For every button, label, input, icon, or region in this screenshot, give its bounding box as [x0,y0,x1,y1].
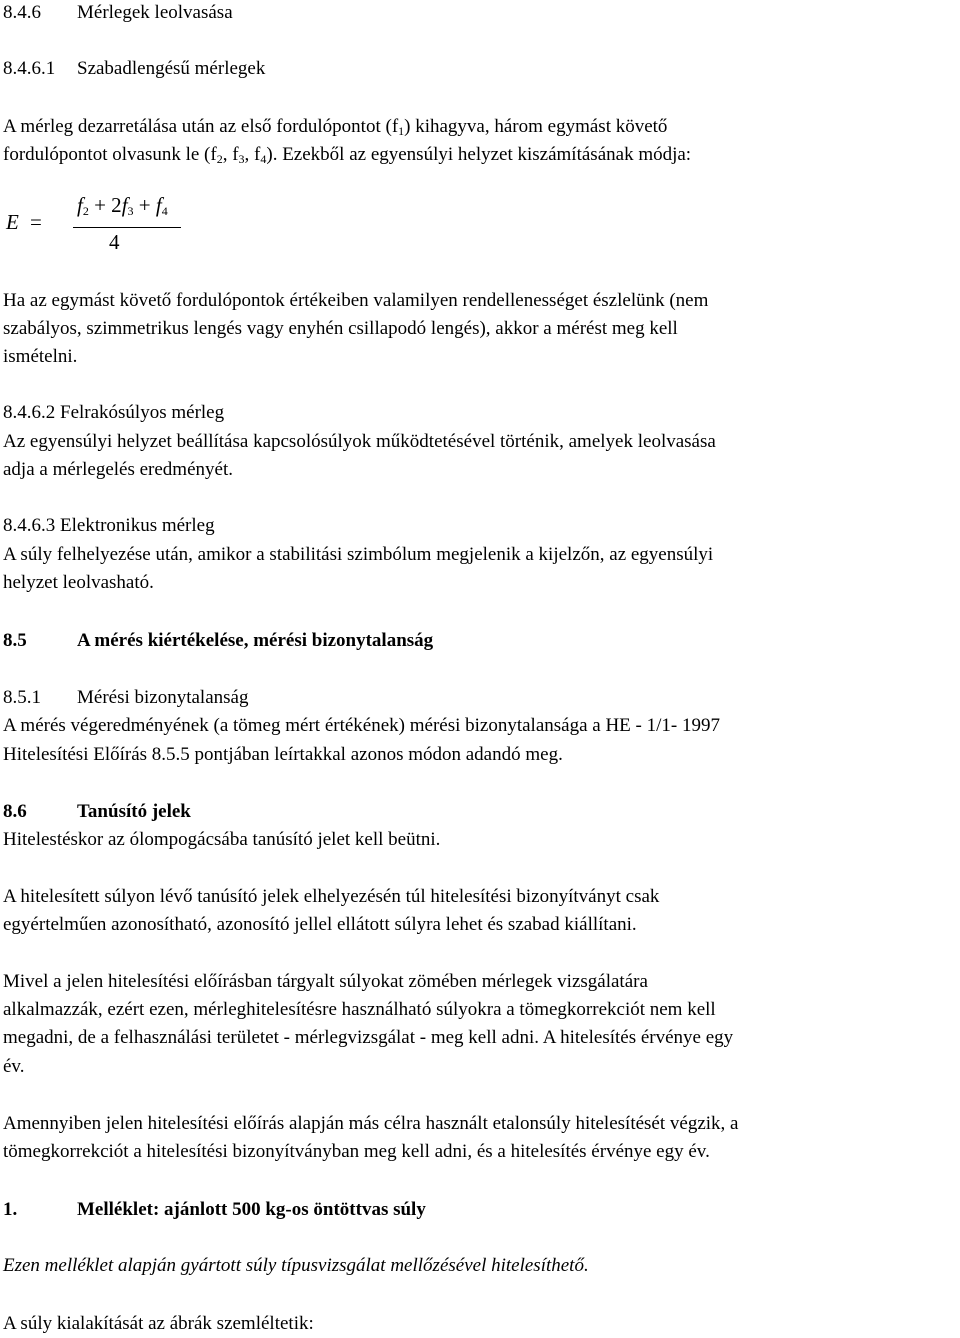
paragraph-line: Amennyiben jelen hitelesítési előírás alapján más célra használt etalonsúly hitelesítését végzik, a [3,1113,739,1134]
paragraph-line: alkalmazzák, ezért ezen, mérleghitelesítésre használható súlyokra a tömegkorrekciót nem kell [3,999,716,1020]
heading-number: 1. [3,1199,18,1220]
paragraph-line: A súly kialakítását az ábrák szemléltetik: [3,1313,314,1334]
heading-title: Szabadlengésű mérlegek [77,58,266,79]
formula-denominator: 4 [109,230,120,254]
heading-number: 8.5 [3,630,27,651]
formula-lhs: E [6,210,19,234]
heading-title: Mérési bizonytalanság [77,687,249,708]
paragraph-line: A súly felhelyezése után, amikor a stabilitási szimbólum megjelenik a kijelzőn, az egyensúlyi [3,544,714,565]
heading-number: 8.4.6.1 [3,58,56,79]
heading-number: 8.4.6.3 [3,515,56,536]
heading-title: A mérés kiértékelése, mérési bizonytalanság [77,630,434,651]
paragraph-line: A mérés végeredményének (a tömeg mért értékének) mérési bizonytalansága a HE - 1/1- 1997 [3,715,720,736]
formula-equals: = [30,210,42,234]
heading-title: Felrakósúlyos mérleg [60,402,225,423]
heading-8-4-6-2 [3,399,224,427]
paragraph-line: Az egyensúlyi helyzet beállítása kapcsolósúlyok működtetésével történik, amelyek leolvasása [3,431,716,452]
heading-title: Mérlegek leolvasása [77,2,233,23]
heading-annex-1 [3,1196,426,1224]
paragraph-line: egyértelműen azonosítható, azonosító jellel ellátott súlyra lehet és szabad kiállítani. [3,914,637,935]
paragraph-line: szabályos, szimmetrikus lengés vagy enyhén csillapodó lengés), akkor a mérést meg kell [3,318,678,339]
fraction-bar [73,227,181,228]
heading-8-4-6-3 [3,512,215,540]
heading-8-5 [3,627,433,655]
paragraph-line: Hitelestéskor az ólompogácsába tanúsító jelet kell beütni. [3,829,441,850]
paragraph-line: megadni, de a felhasználási területet - mérlegvizsgálat - meg kell adni. A hitelesítés érvénye egy [3,1027,734,1048]
paragraph-line: év. [3,1056,25,1077]
paragraph-line: helyzet leolvasható. [3,572,154,593]
heading-number: 8.5.1 [3,687,41,708]
paragraph-line: A mérleg dezarretálása után az első fordulópontot $(f_1)$ kihagyva, három egymást követő [3,116,668,138]
paragraph-line: adja a mérlegelés eredményét. [3,459,233,480]
equilibrium-formula [3,193,203,266]
paragraph-line: tömegkorrekciót a hitelesítési bizonyítványban meg kell adni, és a hitelesítés érvénye egy év. [3,1141,710,1162]
paragraph-line: A hitelesített súlyon lévő tanúsító jelek elhelyezésén túl hitelesítési bizonyítványt csak [3,886,660,907]
paragraph-line: Hitelesítési Előírás 8.5.5 pontjában leírtakkal azonos módon adandó meg. [3,744,563,765]
heading-title: Melléklet: ajánlott 500 kg-os öntöttvas súly [77,1199,426,1220]
heading-8-6 [3,798,191,826]
paragraph-line: Ha az egymást követő fordulópontok értékeiben valamilyen rendellenességet észlelünk (nem [3,290,709,311]
heading-8-4-6-1 [3,55,265,83]
heading-title: Tanúsító jelek [77,801,191,822]
heading-8-5-1 [3,684,248,712]
annex-note: Ezen melléklet alapján gyártott súly típusvizsgálat mellőzésével hitelesíthető. [3,1255,589,1276]
paragraph-line: ismételni. [3,346,78,367]
heading-8-4-6 [3,0,233,27]
heading-number: 8.4.6.2 [3,402,56,423]
formula-numerator: $f_2 + 2f_3 + f_4$ [77,193,168,218]
paragraph-line: Mivel a jelen hitelesítési előírásban tárgyalt súlyokat zömében mérlegek vizsgálatára [3,971,648,992]
heading-number: 8.6 [3,801,27,822]
paragraph-line: fordulópontot olvasunk le ($f_2$, $f_3$, $f_4$). Ezekből az egyensúlyi helyzet kiszámításának módja: [3,144,692,166]
heading-number: 8.4.6 [3,2,41,23]
heading-title: Elektronikus mérleg [60,515,215,536]
